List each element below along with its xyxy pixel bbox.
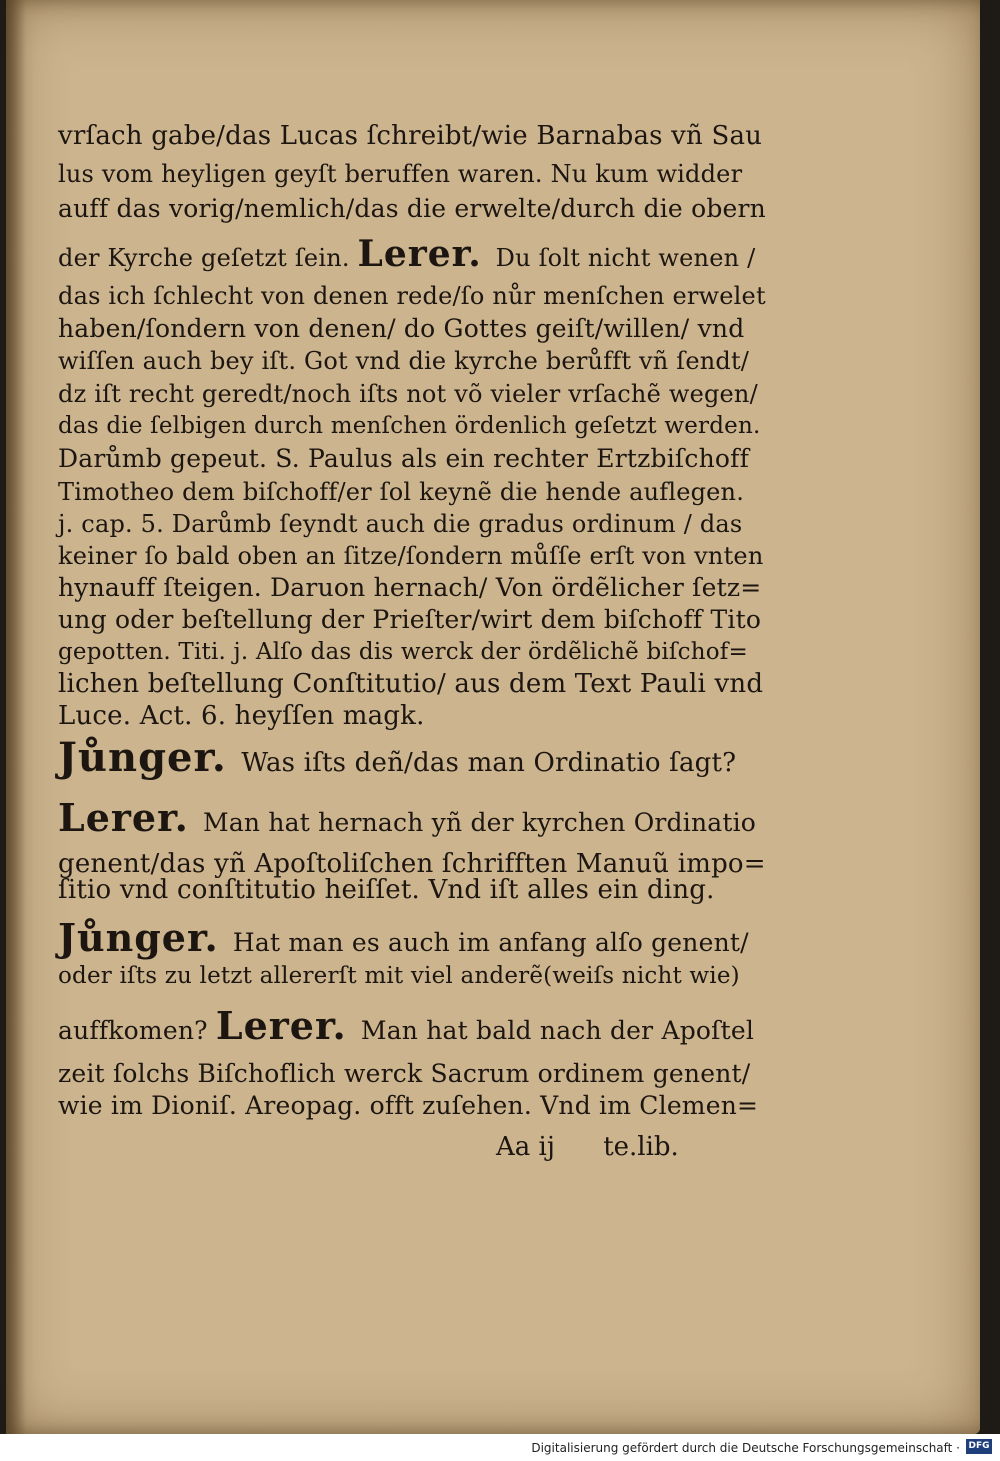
text-line: oder iſts zu letzt allererſt mit viel anderẽ(weiſs nicht wie) [58,963,740,989]
text-line: genent/das yñ Apoſtoliſchen ſchrifften Manuũ impo= [58,849,766,879]
text-fragment: Du ſolt nicht wenen / [495,244,756,272]
text-fragment: Man hat bald nach der Apoſtel [360,1016,755,1045]
text-line: j. cap. 5. Darůmb ſeyndt auch die gradus ordinum / das [58,510,743,538]
speaker-junger: Jůnger. [58,915,219,960]
text-line: lichen beſtellung Conſtitutio/ aus dem Text Pauli vnd [58,669,764,699]
footer-bar [0,1434,1000,1461]
text-line: vrſach gabe/das Lucas ſchreibt/wie Barnabas vñ Sau [58,121,763,151]
text-line: ung oder beſtellung der Prieſter/wirt dem biſchoff Tito [58,605,762,634]
speaker-lerer: Lerer. [215,1003,347,1048]
funding-notice: Digitalisierung gefördert durch die Deutsche Forschungsgemeinschaft · [531,1441,960,1455]
text-fragment: Hat man es auch im anfang alſo genent/ [232,928,749,957]
text-line: ſitio vnd conſtitutio heiſſet. Vnd iſt alles ein ding. [58,875,715,905]
speaker-lerer: Lerer. [58,795,189,840]
speaker-junger: Jůnger. [58,734,227,781]
text-fragment: Was iſts deñ/das man Ordinatio ſagt? [241,748,737,778]
text-line: das die ſelbigen durch menſchen ördenlich geſetzt werden. [58,413,761,439]
text-line: zeit ſolchs Biſchoflich werck Sacrum ordinem genent/ [58,1059,751,1088]
text-line: keiner ſo bald oben an ſitze/ſondern můſſe erſt von vnten [58,542,764,570]
text-line: wiſſen auch bey iſt. Got vnd die kyrche berůfft vñ ſendt/ [58,347,750,375]
dfg-logo-icon: DFG [966,1439,992,1454]
text-fragment: Man hat hernach yñ der kyrchen Ordinatio [203,808,757,837]
page-gutter-shadow [6,0,26,1434]
text-fragment: auffkomen? [58,1016,208,1045]
text-line: hynauff ſteigen. Daruon hernach/ Von ördẽlicher ſetz= [58,573,762,602]
text-line: lus vom heyligen geyſt beruffen waren. Nu kum widder [58,160,743,188]
text-line: Darůmb gepeut. S. Paulus als ein rechter Ertzbiſchoff [58,444,750,473]
text-line: wie im Dioniſ. Areopag. offt zuſehen. Vnd im Clemen= [58,1091,759,1120]
text-line [58,734,737,781]
page-foot [496,1132,679,1162]
text-fragment: der Kyrche geſetzt ſein. [58,244,350,272]
text-line [58,233,756,275]
catchword: te.lib. [603,1132,679,1162]
text-line [58,795,757,840]
signature-mark: Aa ij [496,1132,555,1162]
text-line: haben/ſondern von denen/ do Gottes geiſt/willen/ vnd [58,314,745,343]
text-line: auff das vorig/nemlich/das die erwelte/durch die obern [58,194,766,223]
text-line: dz iſt recht geredt/noch iſts not võ vieler vrſachẽ wegen/ [58,380,758,408]
text-line: gepotten. Titi. j. Alſo das dis werck der ördẽlichẽ biſchof= [58,639,748,665]
text-line [58,1003,755,1048]
text-line: Timotheo dem biſchoff/er ſol keynẽ die hende auflegen. [58,478,745,506]
text-line: das ich ſchlecht von denen rede/ſo nůr menſchen erwelet [58,282,766,310]
text-line: Luce. Act. 6. heyſſen magk. [58,701,425,731]
speaker-lerer: Lerer. [357,233,482,275]
book-page [6,0,980,1434]
text-line [58,915,749,960]
